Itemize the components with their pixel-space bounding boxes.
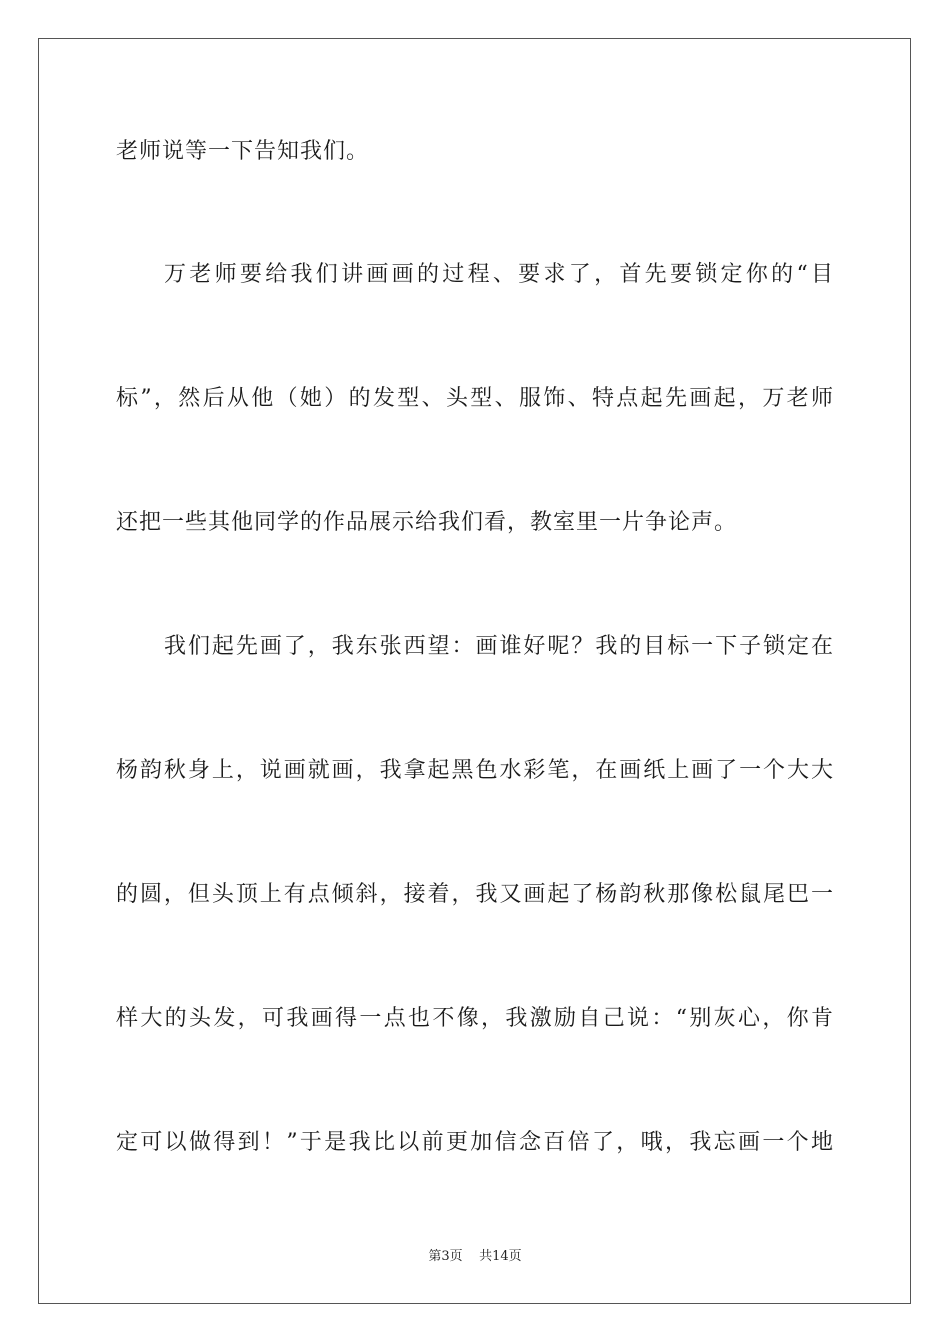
page-number: 第3页 [428,1249,463,1264]
text-line-2: 万老师要给我们讲画画的过程、要求了，首先要锁定你的“目 [164,262,834,287]
text-line-9: 定可以做得到！”于是我比以前更加信念百倍了，哦，我忘画一个地 [116,1130,834,1155]
page-total: 共14页 [479,1249,522,1264]
page-footer [0,1249,950,1265]
text-line-1: 老师说等一下告知我们。 [116,139,370,164]
text-line-7: 的圆，但头顶上有点倾斜，接着，我又画起了杨韵秋那像松鼠尾巴一 [116,882,834,907]
page-frame [38,38,911,1304]
text-line-8: 样大的头发，可我画得一点也不像，我激励自己说：“别灰心，你肯 [116,1006,834,1031]
text-line-4: 还把一些其他同学的作品展示给我们看，教室里一片争论声。 [116,510,738,535]
text-line-3: 标”，然后从他（她）的发型、头型、服饰、特点起先画起，万老师 [116,386,834,411]
text-line-5: 我们起先画了，我东张西望：画谁好呢？我的目标一下子锁定在 [164,634,834,659]
text-line-6: 杨韵秋身上，说画就画，我拿起黑色水彩笔，在画纸上画了一个大大 [116,758,834,783]
